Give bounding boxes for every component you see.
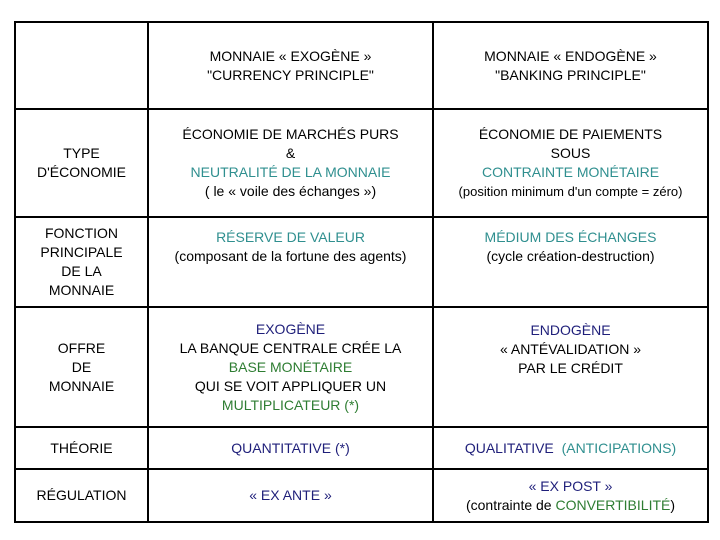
cell-line: NEUTRALITÉ DE LA MONNAIE xyxy=(190,164,391,180)
cell-line: (cycle création-destruction) xyxy=(486,248,655,264)
header-exogenous xyxy=(148,22,433,109)
row-label xyxy=(15,469,148,522)
label-line: FONCTION xyxy=(44,225,119,241)
cell-line: « EX ANTE » xyxy=(249,487,332,503)
cell xyxy=(433,427,708,469)
label-line: MONNAIE xyxy=(48,377,115,394)
cell-line: & xyxy=(285,145,296,161)
cell-line: EXOGÈNE xyxy=(255,320,326,337)
empty-corner-cell xyxy=(15,22,148,109)
label-line: MONNAIE xyxy=(48,282,115,298)
cell-line: ( le « voile des échanges ») xyxy=(204,183,377,199)
cell xyxy=(433,217,708,307)
label-line: OFFRE xyxy=(57,339,106,356)
header-endogenous xyxy=(433,22,708,109)
label-line: TYPE xyxy=(63,145,100,161)
cell-line: LA BANQUE CENTRALE CRÉE LA xyxy=(179,339,402,356)
cell xyxy=(433,307,708,427)
table-row xyxy=(15,469,708,522)
comparison-table xyxy=(14,21,709,523)
cell-line: BASE MONÉTAIRE xyxy=(228,358,353,375)
cell-line: (position minimum d'un compte = zéro) xyxy=(458,184,683,199)
row-label xyxy=(15,109,148,217)
cell xyxy=(148,469,433,522)
header-row xyxy=(15,22,708,109)
label-line: DE xyxy=(71,358,92,375)
row-label xyxy=(15,427,148,469)
cell-line: CONTRAINTE MONÉTAIRE xyxy=(481,164,660,180)
cell-line: MULTIPLICATEUR (*) xyxy=(221,396,360,413)
label-line: DE LA xyxy=(61,263,102,279)
cell-line: (composant de la fortune des agents) xyxy=(174,248,407,264)
text-run: (contrainte de xyxy=(465,496,556,513)
text-run: CONVERTIBILITÉ xyxy=(555,496,671,513)
label-line: D'ÉCONOMIE xyxy=(36,164,126,180)
table-row xyxy=(15,109,708,217)
header-line: MONNAIE « ENDOGÈNE » xyxy=(484,47,657,64)
header-line: "BANKING PRINCIPLE" xyxy=(495,66,646,83)
cell-line: QUI SE VOIT APPLIQUER UN xyxy=(194,377,387,394)
header-line: "CURRENCY PRINCIPLE" xyxy=(207,66,374,83)
table-row xyxy=(15,427,708,469)
label-line: THÉORIE xyxy=(50,439,113,456)
cell-line: « ANTÉVALIDATION » xyxy=(499,341,642,357)
cell-line: RÉSERVE DE VALEUR xyxy=(216,229,365,245)
cell xyxy=(433,469,708,522)
cell-line: PAR LE CRÉDIT xyxy=(518,360,623,376)
header-line: MONNAIE « EXOGÈNE » xyxy=(209,47,372,64)
cell xyxy=(433,109,708,217)
cell-line: ÉCONOMIE DE PAIEMENTS xyxy=(478,126,663,142)
cell-line: MÉDIUM DES ÉCHANGES xyxy=(484,229,657,245)
cell xyxy=(148,109,433,217)
row-label xyxy=(15,217,148,307)
cell-line: (ANTICIPATIONS) xyxy=(561,439,677,456)
cell-line: « EX POST » xyxy=(528,477,613,494)
label-line: RÉGULATION xyxy=(36,487,127,503)
cell-line xyxy=(438,496,703,515)
cell-line: ENDOGÈNE xyxy=(530,322,611,338)
cell-line: ÉCONOMIE DE MARCHÉS PURS xyxy=(182,126,399,142)
cell-line: SOUS xyxy=(550,145,591,161)
cell xyxy=(148,307,433,427)
table-row xyxy=(15,217,708,307)
label-line: PRINCIPALE xyxy=(40,244,123,260)
row-label xyxy=(15,307,148,427)
text-run: ) xyxy=(670,496,676,513)
cell xyxy=(148,427,433,469)
cell-line: QUALITATIVE xyxy=(464,439,554,456)
cell xyxy=(148,217,433,307)
table-row xyxy=(15,307,708,427)
cell-line: QUANTITATIVE (*) xyxy=(231,439,350,456)
